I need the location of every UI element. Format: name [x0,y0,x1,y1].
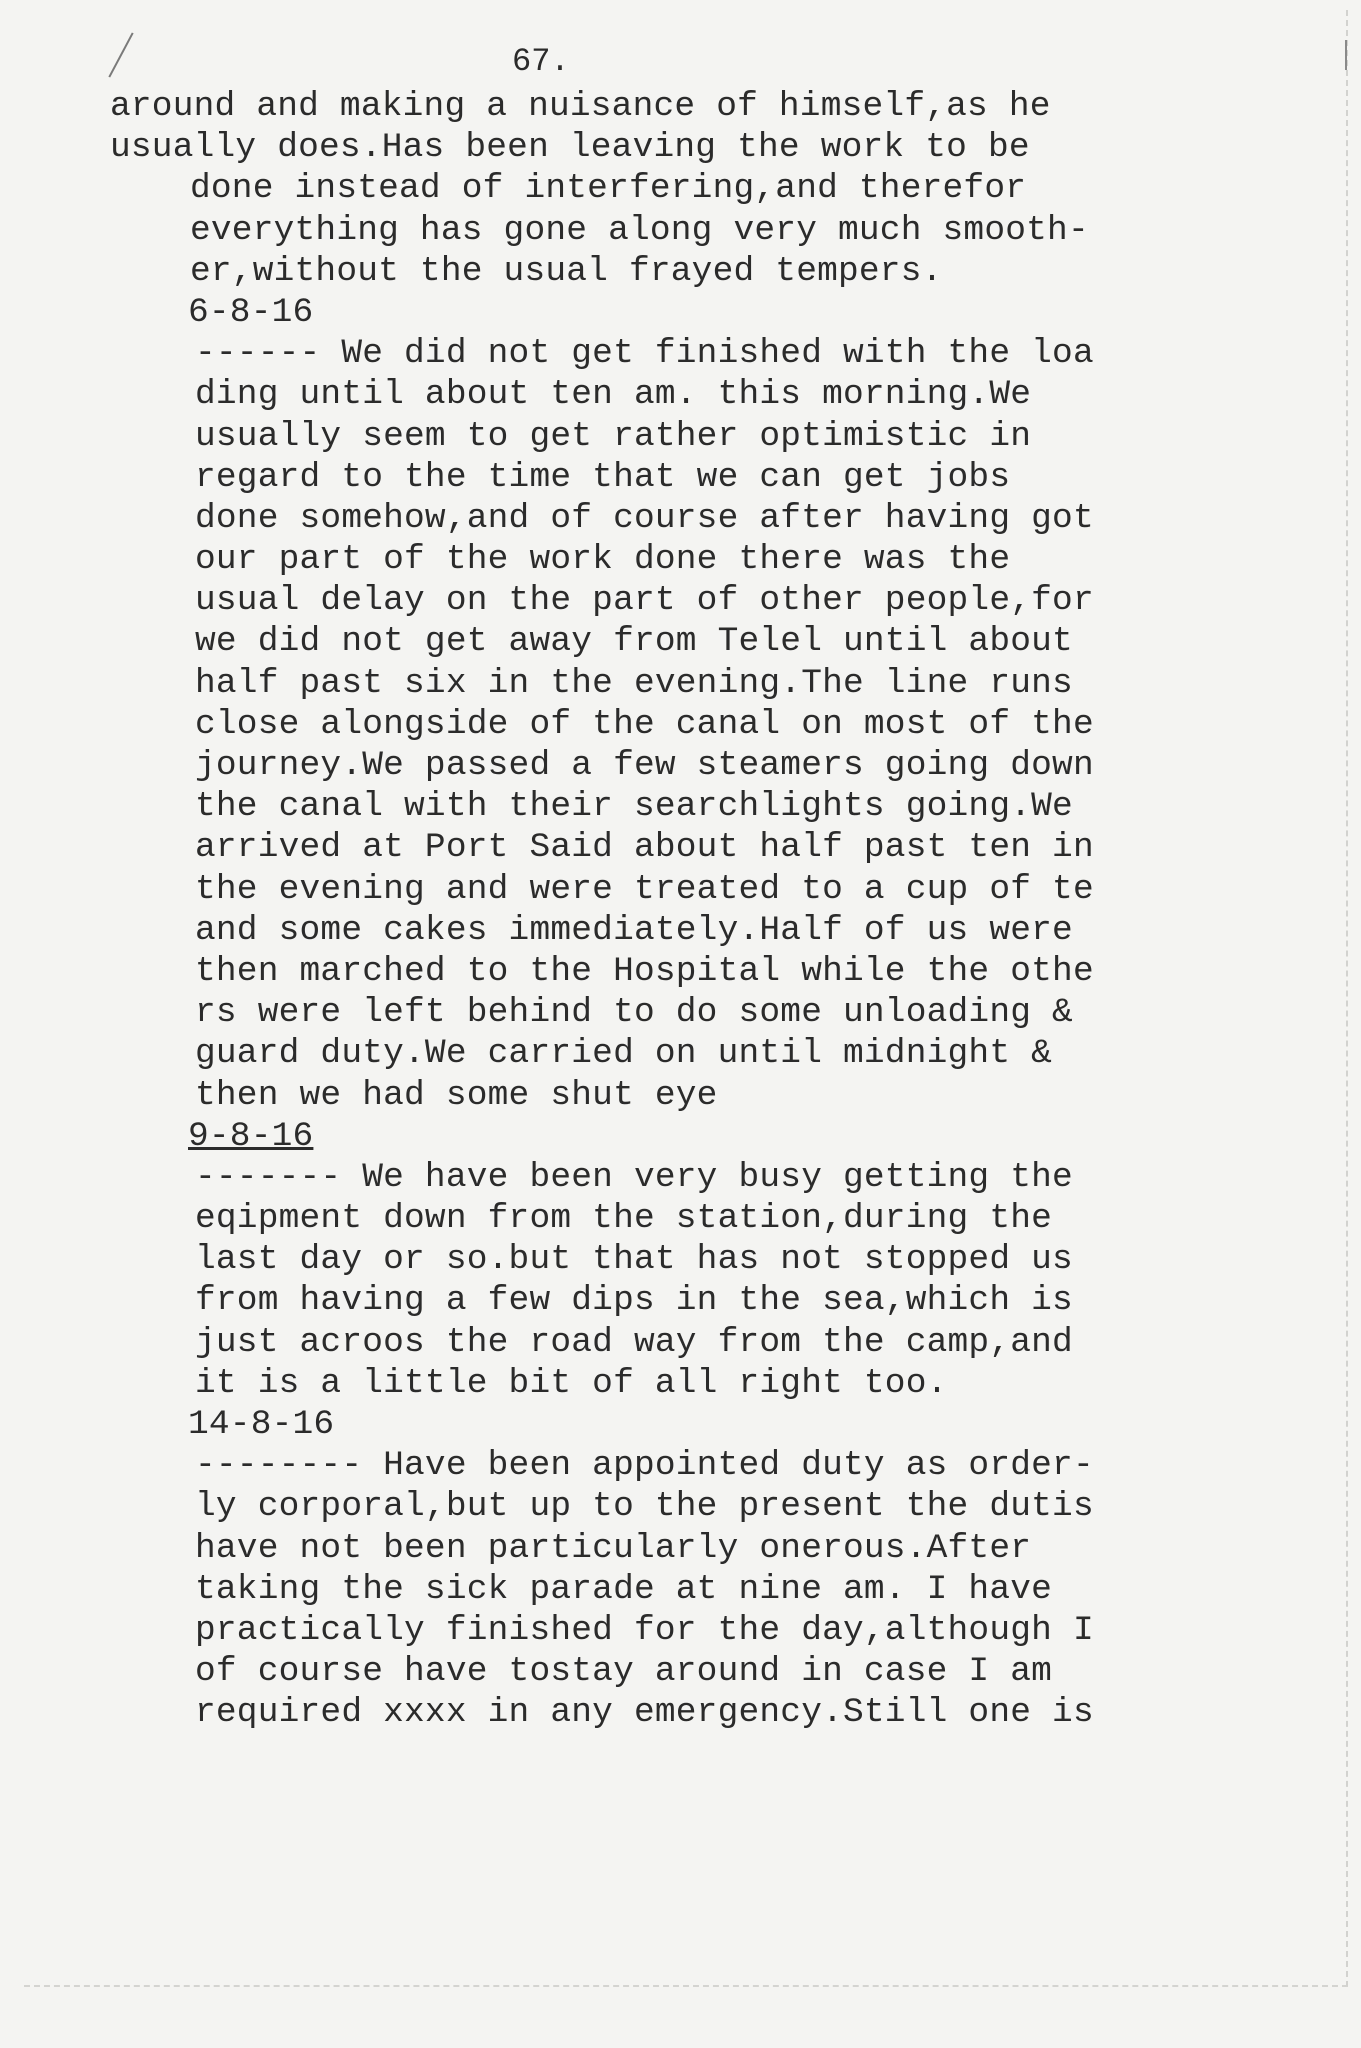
text-line: then marched to the Hospital while the othe [195,951,1094,991]
text-line: around and making a nuisance of himself,as he [110,87,1051,126]
text-line: last day or so.but that has not stopped us [195,1240,1073,1280]
text-line: ------- We have been very busy getting the [195,1157,1073,1197]
text-line: have not been particularly onerous.After [195,1528,1032,1568]
text-line: usual delay on the part of other people,for [195,581,1094,621]
typed-text-body [110,86,1270,1734]
text-line: practically finished for the day,although I [195,1610,1094,1650]
edge-mark-icon [1345,40,1347,70]
text-line: it is a little bit of all right too. [195,1363,948,1403]
text-line: taking the sick parade at nine am. I have [195,1569,1053,1609]
text-line: regard to the time that we can get jobs [195,457,1011,497]
diary-date: 14-8-16 [188,1405,335,1444]
diary-date: 6-8-16 [188,292,314,332]
text-line: then we had some shut eye [195,1075,718,1115]
text-line: required xxxx in any emergency.Still one is [195,1693,1094,1733]
text-line: ding until about ten am. this morning.We [195,375,1032,415]
text-line: arrived at Port Said about half past ten in [195,828,1094,868]
text-line: ly corporal,but up to the present the dutis [195,1487,1094,1527]
text-line: we did not get away from Telel until about [195,622,1073,662]
text-line: usually seem to get rather optimistic in [195,416,1032,456]
text-line: guard duty.We carried on until midnight & [195,1034,1053,1074]
text-line: everything has gone along very much smooth- [190,210,1089,250]
text-line: ------ We did not get finished with the loa [195,334,1094,374]
text-line: of course have tostay around in case I am [195,1652,1053,1692]
text-line: done instead of interfering,and therefor [190,169,1027,209]
text-line: -------- Have been appointed duty as order- [195,1446,1094,1486]
page-number: 67. [512,43,570,80]
text-line: er,without the usual frayed tempers. [190,251,943,291]
text-line: usually does.Has been leaving the work to be [110,128,1030,168]
text-line: from having a few dips in the sea,which is [195,1281,1073,1321]
diary-date: 9-8-16 [188,1116,314,1156]
text-line: done somehow,and of course after having got [195,498,1094,538]
text-line: our part of the work done there was the [195,540,1011,580]
text-line: and some cakes immediately.Half of us were [195,910,1073,950]
text-line: just acroos the road way from the camp,and [195,1322,1073,1362]
text-line: half past six in the evening.The line runs [195,663,1073,703]
text-line: journey.We passed a few steamers going down [195,746,1094,785]
text-line: rs were left behind to do some unloading & [195,993,1073,1033]
text-line: the canal with their searchlights going.We [195,787,1073,827]
text-line: eqipment down from the station,during the [195,1199,1053,1239]
text-line: the evening and were treated to a cup of te [195,869,1094,909]
text-line: close alongside of the canal on most of the [195,704,1094,744]
